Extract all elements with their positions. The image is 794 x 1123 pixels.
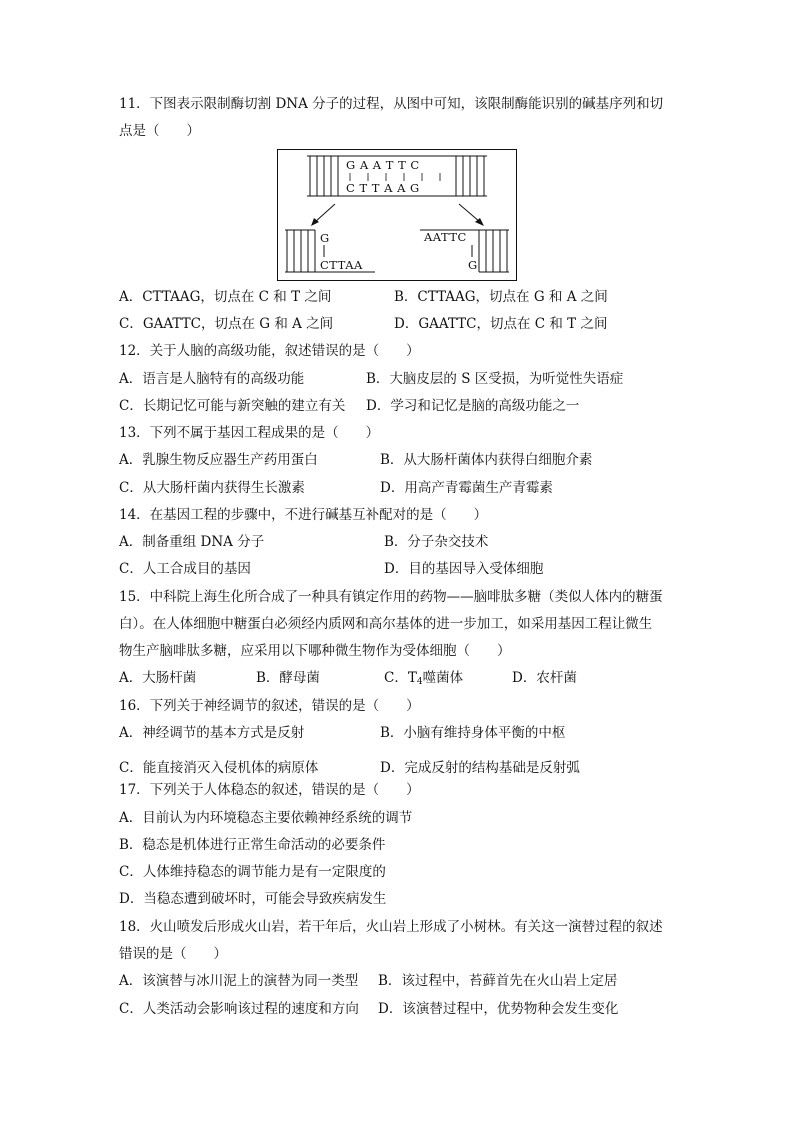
q11-option-d: D．GAATTC，切点在 C 和 T 之间: [394, 316, 608, 332]
q15-option-c-subscript: 4: [416, 677, 423, 687]
q13-stem: 13．下列不属于基因工程成果的是（ ）: [119, 425, 380, 441]
q17-option-c: C．人体维持稳态的调节能力是有一定限度的: [119, 864, 386, 880]
q15-option-b: B．酵母菌: [256, 670, 320, 686]
q11-option-c: C．GAATTC，切点在 G 和 A 之间: [119, 316, 334, 332]
q18-stem-line-2: 错误的是（ ）: [119, 946, 227, 962]
q14-option-c: C．人工合成目的基因: [119, 561, 251, 577]
q16-option-c: C．能直接消灭入侵机体的病原体: [119, 760, 319, 776]
right-fragment-top: AATTC: [424, 230, 467, 244]
q17-stem: 17．下列关于人体稳态的叙述，错误的是（ ）: [119, 782, 420, 798]
q17-option-d: D．当稳态遭到破坏时，可能会导致疾病发生: [119, 891, 387, 907]
q15-option-c: [384, 668, 463, 692]
q18-option-c: C．人类活动会影响该过程的速度和方向: [119, 1001, 359, 1017]
q13-option-a: A．乳腺生物反应器生产药用蛋白: [119, 452, 318, 468]
q15-stem-line-2: 白）。在人体细胞中糖蛋白必须经内质网和高尔基体的进一步加工，如采用基因工程让微生: [119, 616, 653, 632]
left-fragment-bottom: CTTAA: [320, 258, 363, 272]
q18-option-b: B．该过程中，苔藓首先在火山岩上定居: [378, 973, 618, 989]
q12-option-a: A．语言是人脑特有的高级功能: [119, 371, 305, 387]
top-strand-sequence: G A A T T C: [346, 158, 420, 172]
q18-option-d: D．该演替过程中，优势物种会发生变化: [378, 1001, 619, 1017]
q15-option-c-label: C．T: [384, 670, 417, 686]
q14-stem: 14．在基因工程的步骤中，不进行碱基互补配对的是（ ）: [119, 507, 488, 523]
q16-stem: 16．下列关于神经调节的叙述，错误的是（ ）: [119, 698, 420, 714]
q14-option-a: A．制备重组 DNA 分子: [119, 534, 265, 550]
q11-stem-line-2: 点是（ ）: [119, 123, 200, 139]
q12-option-c: C．长期记忆可能与新突触的建立有关: [119, 398, 346, 414]
bottom-strand-sequence: C T T A A G: [346, 181, 420, 195]
q16-option-b: B．小脑有维持身体平衡的中枢: [380, 725, 566, 741]
q15-option-c-tail: 噬菌体: [422, 670, 464, 686]
q16-option-d: D．完成反射的结构基础是反射弧: [380, 760, 580, 776]
q15-option-a: A．大肠杆菌: [119, 670, 197, 686]
right-fragment-bottom: G: [468, 258, 478, 272]
q11-option-b: B．CTTAAG，切点在 G 和 A 之间: [394, 289, 608, 305]
q12-option-b: B．大脑皮层的 S 区受损，为听觉性失语症: [366, 371, 624, 387]
q11-option-a: A．CTTAAG，切点在 C 和 T 之间: [119, 289, 332, 305]
q12-option-d: D．学习和记忆是脑的高级功能之一: [366, 398, 580, 414]
q12-stem: 12．关于人脑的高级功能，叙述错误的是（ ）: [119, 343, 420, 359]
q16-option-a: A．神经调节的基本方式是反射: [119, 725, 305, 741]
q11-stem-line-1: 11．下图表示限制酶切割 DNA 分子的过程，从图中可知，该限制酶能识别的碱基序列和切: [119, 96, 664, 112]
q17-option-b: B．稳态是机体进行正常生命活动的必要条件: [119, 837, 386, 853]
q18-option-a: A．该演替与冰川泥上的演替为同一类型: [119, 973, 359, 989]
q14-option-d: D．目的基因导入受体细胞: [384, 561, 544, 577]
q15-stem-line-1: 15．中科院上海生化所合成了一种具有镇定作用的药物——脑啡肽多糖（类似人体内的糖蛋: [119, 589, 663, 605]
q15-option-d: D．农杆菌: [512, 670, 577, 686]
q13-option-c: C．从大肠杆菌内获得生长激素: [119, 480, 305, 496]
q13-option-b: B．从大肠杆菌体内获得白细胞介素: [380, 452, 593, 468]
q13-option-d: D．用高产青霉菌生产青霉素: [380, 480, 553, 496]
left-fragment-top: G: [320, 231, 330, 245]
dna-cut-figure: [277, 149, 517, 285]
q18-stem-line-1: 18．火山喷发后形成火山岩，若干年后，火山岩上形成了小树林。有关这一演替过程的叙述: [119, 919, 663, 935]
q14-option-b: B．分子杂交技术: [384, 534, 489, 550]
q17-option-a: A．目前认为内环境稳态主要依赖神经系统的调节: [119, 810, 413, 826]
q15-stem-line-3: 物生产脑啡肽多糖，应采用以下哪种微生物作为受体细胞（ ）: [119, 643, 511, 659]
